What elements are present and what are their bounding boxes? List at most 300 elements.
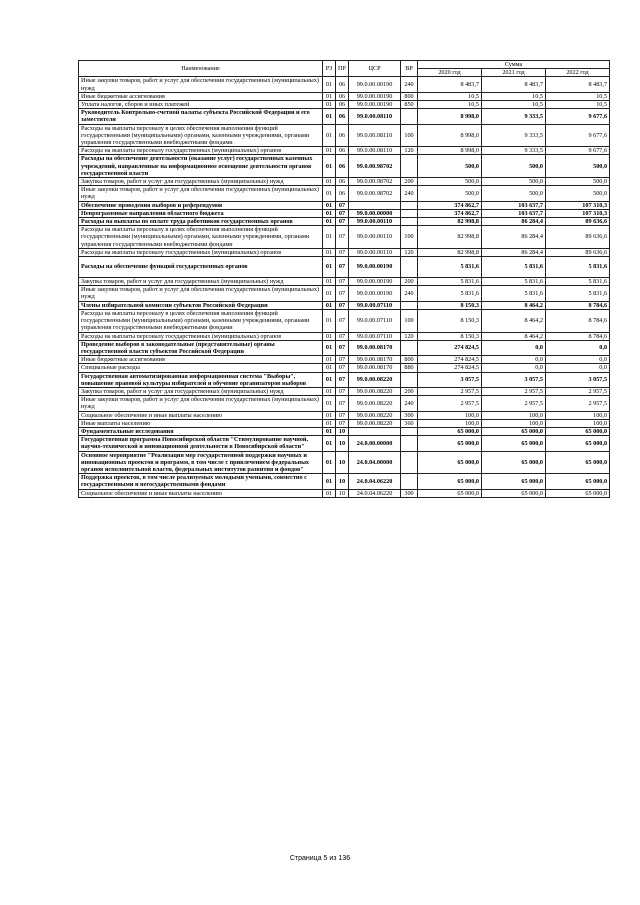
row-2021-value: 65 000,0 [482,427,546,435]
row-2020-value: 100,0 [418,419,482,427]
row-2021-value: 5 831,6 [482,257,546,278]
row-pr-cell: 06 [336,77,349,92]
row-name-cell: Руководитель Контрольно-счетной палаты субъекта Российской Федерации и его заместители [79,109,323,124]
row-2020-value: 374 862,7 [418,201,482,209]
row-2020-value: 8 483,7 [418,77,482,92]
row-csr-cell: 99.0.00.98702 [349,155,401,178]
row-name-cell: Расходы на выплаты персоналу государственных (муниципальных) органов [79,332,323,340]
row-rz-cell: 01 [323,109,336,124]
table-row [79,489,610,497]
row-rz-cell: 01 [323,77,336,92]
header-year-2020: 2020 год [418,69,482,77]
table-row [79,356,610,364]
table-header [79,61,610,77]
row-2020-value: 8 998,0 [418,109,482,124]
row-csr-cell: 99.0.00.08110 [349,147,401,155]
row-pr-cell: 07 [336,201,349,209]
row-pr-cell: 07 [336,340,349,355]
table-row [79,396,610,411]
row-2020-value: 2 957,5 [418,396,482,411]
row-vr-cell [401,209,418,217]
row-rz-cell: 01 [323,419,336,427]
row-pr-cell: 07 [336,411,349,419]
row-pr-cell: 06 [336,178,349,186]
table-row [79,109,610,124]
row-2022-value: 8 483,7 [546,77,610,92]
row-vr-cell [401,301,418,309]
row-name-cell: Иные закупки товаров, работ и услуг для обеспечения государственных (муниципальных) нужд [79,396,323,411]
row-2020-value: 10,5 [418,92,482,100]
row-vr-cell: 120 [401,248,418,256]
row-pr-cell: 07 [336,209,349,217]
row-vr-cell: 200 [401,387,418,395]
row-2022-value: 9 677,6 [546,109,610,124]
row-vr-cell: 240 [401,396,418,411]
row-vr-cell: 880 [401,364,418,372]
row-vr-cell [401,372,418,387]
header-sum: Сумма [418,61,610,69]
row-2021-value: 8 464,2 [482,309,546,332]
row-name-cell: Обеспечение проведения выборов и референдумов [79,201,323,209]
row-csr-cell: 99.0.00.00110 [349,248,401,256]
row-csr-cell: 99.0.00.07110 [349,332,401,340]
row-rz-cell: 01 [323,147,336,155]
row-csr-cell: 99.0.00.08110 [349,124,401,147]
row-2021-value: 65 000,0 [482,489,546,497]
row-csr-cell: 99.0.00.07110 [349,301,401,309]
table-row [79,309,610,332]
row-2022-value: 8 784,6 [546,309,610,332]
row-pr-cell: 07 [336,396,349,411]
row-csr-cell: 24.0.04.06220 [349,489,401,497]
row-csr-cell: 99.0.00.07110 [349,309,401,332]
row-name-cell: Закупка товаров, работ и услуг для государственных (муниципальных) нужд [79,387,323,395]
row-csr-cell: 99.0.00.08220 [349,372,401,387]
row-rz-cell: 01 [323,248,336,256]
row-name-cell: Непрограммные направления областного бюджета [79,209,323,217]
row-2020-value: 8 998,0 [418,124,482,147]
row-csr-cell: 99.0.00.00190 [349,101,401,109]
row-2021-value: 500,0 [482,155,546,178]
row-2020-value: 5 831,6 [418,257,482,278]
header-rz: РЗ [323,61,336,77]
table-row [79,427,610,435]
row-vr-cell [401,218,418,226]
row-pr-cell: 07 [336,257,349,278]
row-name-cell: Иные бюджетные ассигнования [79,356,323,364]
row-2021-value: 2 957,5 [482,387,546,395]
row-2020-value: 500,0 [418,186,482,201]
row-vr-cell: 100 [401,124,418,147]
row-2022-value: 5 831,6 [546,286,610,301]
table-row [79,186,610,201]
table-row [79,436,610,451]
row-2021-value: 9 333,5 [482,124,546,147]
row-pr-cell: 07 [336,364,349,372]
table-row [79,301,610,309]
row-pr-cell: 07 [336,301,349,309]
row-pr-cell: 07 [336,387,349,395]
row-2020-value: 65 000,0 [418,489,482,497]
table-row [79,451,610,474]
row-2021-value: 8 483,7 [482,77,546,92]
header-year-2021: 2021 год [482,69,546,77]
row-2020-value: 374 862,7 [418,209,482,217]
row-2020-value: 8 998,0 [418,147,482,155]
row-rz-cell: 01 [323,451,336,474]
row-rz-cell: 01 [323,92,336,100]
row-2020-value: 2 957,5 [418,387,482,395]
row-rz-cell: 01 [323,155,336,178]
row-name-cell: Расходы на выплаты персоналу в целях обеспечения выполнения функций государственными (муниципальными) органами, казенными учреждениями, органами управления государственными внебюджетными фондами [79,309,323,332]
row-vr-cell [401,451,418,474]
row-2020-value: 65 000,0 [418,427,482,435]
row-csr-cell: 99.0.00.08110 [349,109,401,124]
row-name-cell: Поддержка проектов, в том числе реализуемых молодыми учеными, совместно с государственными и негосударственными фондами [79,474,323,489]
row-pr-cell: 10 [336,474,349,489]
row-rz-cell: 01 [323,124,336,147]
row-2021-value: 86 284,4 [482,248,546,256]
row-name-cell: Расходы на выплаты персоналу в целях обеспечения выполнения функций государственными (муниципальными) органами, казенными учреждениями, органами управления государственными внебюджетными фондами [79,124,323,147]
row-pr-cell: 10 [336,489,349,497]
table-row [79,178,610,186]
header-vr: ВР [401,61,418,77]
row-2022-value: 500,0 [546,186,610,201]
row-csr-cell: 24.0.04.06220 [349,474,401,489]
row-rz-cell: 01 [323,489,336,497]
row-2020-value: 500,0 [418,178,482,186]
row-rz-cell: 01 [323,226,336,249]
row-pr-cell: 07 [336,356,349,364]
row-2020-value: 65 000,0 [418,436,482,451]
row-2021-value: 500,0 [482,186,546,201]
row-pr-cell: 06 [336,124,349,147]
row-rz-cell: 01 [323,278,336,286]
table-row [79,286,610,301]
row-2022-value: 100,0 [546,419,610,427]
row-2021-value: 3 057,5 [482,372,546,387]
row-rz-cell: 01 [323,209,336,217]
row-name-cell: Иные закупки товаров, работ и услуг для обеспечения государственных (муниципальных) нужд [79,186,323,201]
row-rz-cell: 01 [323,201,336,209]
row-2021-value: 65 000,0 [482,474,546,489]
row-2020-value: 274 824,5 [418,364,482,372]
table-row [79,332,610,340]
row-2021-value: 9 333,5 [482,147,546,155]
page-number: Страница 5 из 136 [289,855,351,862]
row-vr-cell [401,427,418,435]
row-2020-value: 100,0 [418,411,482,419]
row-vr-cell [401,340,418,355]
table-row [79,387,610,395]
row-2021-value: 86 284,4 [482,218,546,226]
budget-table [78,60,610,498]
row-2022-value: 89 636,6 [546,226,610,249]
row-2020-value: 274 824,5 [418,356,482,364]
row-pr-cell: 07 [336,332,349,340]
row-pr-cell: 07 [336,218,349,226]
row-2021-value: 5 831,6 [482,286,546,301]
row-rz-cell: 01 [323,411,336,419]
row-pr-cell: 06 [336,155,349,178]
row-2022-value: 65 000,0 [546,427,610,435]
row-csr-cell: 99.0.00.08220 [349,411,401,419]
row-name-cell: Расходы на выплаты по оплате труда работников государственных органов [79,218,323,226]
row-2022-value: 0,0 [546,356,610,364]
table-row [79,257,610,278]
row-2022-value: 65 000,0 [546,451,610,474]
row-pr-cell: 07 [336,372,349,387]
row-2021-value: 10,5 [482,92,546,100]
row-2022-value: 5 831,6 [546,257,610,278]
row-name-cell: Закупка товаров, работ и услуг для государственных (муниципальных) нужд [79,278,323,286]
row-2021-value: 0,0 [482,364,546,372]
row-csr-cell: 99.0.00.00190 [349,77,401,92]
table-row [79,209,610,217]
row-csr-cell: 99.0.00.00190 [349,92,401,100]
row-csr-cell: 99.0.00.08220 [349,419,401,427]
row-rz-cell: 01 [323,372,336,387]
row-csr-cell: 99.0.00.00110 [349,218,401,226]
row-name-cell: Государственная автоматизированная информационная система "Выборы", повышение правовой культуры избирателей и обучение организаторов выборов [79,372,323,387]
row-2020-value: 5 831,6 [418,286,482,301]
row-csr-cell: 99.0.00.98702 [349,186,401,201]
header-csr: ЦСР [349,61,401,77]
table-body [79,77,610,497]
row-vr-cell [401,201,418,209]
row-csr-cell: 24.0.04.00000 [349,451,401,474]
row-rz-cell: 01 [323,178,336,186]
row-2021-value: 100,0 [482,411,546,419]
row-pr-cell: 07 [336,278,349,286]
row-vr-cell: 360 [401,419,418,427]
row-csr-cell [349,201,401,209]
row-rz-cell: 01 [323,340,336,355]
row-2022-value: 9 677,6 [546,147,610,155]
row-name-cell: Специальные расходы [79,364,323,372]
row-pr-cell: 06 [336,101,349,109]
row-csr-cell: 99.0.00.08170 [349,340,401,355]
row-vr-cell: 240 [401,77,418,92]
row-2022-value: 100,0 [546,411,610,419]
header-year-2022: 2022 год [546,69,610,77]
row-rz-cell: 01 [323,436,336,451]
table-row [79,147,610,155]
row-pr-cell: 07 [336,286,349,301]
row-name-cell: Члены избирательной комиссии субъектов Российской Федерации [79,301,323,309]
row-name-cell: Иные закупки товаров, работ и услуг для обеспечения государственных (муниципальных) нужд [79,77,323,92]
row-2021-value: 0,0 [482,340,546,355]
row-vr-cell [401,155,418,178]
row-2022-value: 10,5 [546,92,610,100]
row-vr-cell: 300 [401,489,418,497]
row-vr-cell: 300 [401,411,418,419]
row-2022-value: 65 000,0 [546,474,610,489]
row-2021-value: 10,5 [482,101,546,109]
row-rz-cell: 01 [323,474,336,489]
table-row [79,372,610,387]
row-2022-value: 500,0 [546,178,610,186]
row-rz-cell: 01 [323,257,336,278]
row-name-cell: Расходы на выплаты персоналу государственных (муниципальных) органов [79,248,323,256]
row-2022-value: 10,5 [546,101,610,109]
table-row [79,218,610,226]
row-csr-cell: 99.0.00.00190 [349,286,401,301]
row-name-cell: Проведение выборов в законодательные (представительные) органы государственной власти субъектов Российской Федерации [79,340,323,355]
row-2020-value: 500,0 [418,155,482,178]
row-2021-value: 500,0 [482,178,546,186]
row-2020-value: 82 998,8 [418,248,482,256]
table-row [79,77,610,92]
row-2020-value: 8 150,3 [418,301,482,309]
row-name-cell: Иные выплаты населению [79,419,323,427]
table-row [79,201,610,209]
row-rz-cell: 01 [323,101,336,109]
row-2021-value: 65 000,0 [482,436,546,451]
row-pr-cell: 06 [336,186,349,201]
table-row [79,278,610,286]
row-2022-value: 3 057,5 [546,372,610,387]
row-vr-cell: 800 [401,356,418,364]
row-2020-value: 3 057,5 [418,372,482,387]
row-rz-cell: 01 [323,309,336,332]
row-2022-value: 8 784,6 [546,332,610,340]
row-2021-value: 0,0 [482,356,546,364]
header-pr: ПР [336,61,349,77]
row-2020-value: 274 824,5 [418,340,482,355]
row-2020-value: 5 831,6 [418,278,482,286]
row-csr-cell [349,427,401,435]
row-2020-value: 82 998,8 [418,226,482,249]
row-name-cell: Расходы на обеспечение деятельности (оказание услуг) государственных казенных учреждений, направленные на информационное освещение деятельности органов государственной власти [79,155,323,178]
table-row [79,340,610,355]
row-csr-cell: 99.0.00.08220 [349,387,401,395]
row-pr-cell: 10 [336,451,349,474]
row-2020-value: 8 150,3 [418,309,482,332]
row-pr-cell: 10 [336,436,349,451]
row-name-cell: Социальное обеспечение и иные выплаты населению [79,489,323,497]
row-vr-cell: 200 [401,278,418,286]
row-2020-value: 8 150,3 [418,332,482,340]
row-csr-cell: 99.0.00.98702 [349,178,401,186]
row-name-cell: Социальное обеспечение и иные выплаты населению [79,411,323,419]
row-pr-cell: 06 [336,109,349,124]
row-2021-value: 100,0 [482,419,546,427]
row-rz-cell: 01 [323,356,336,364]
row-2021-value: 65 000,0 [482,451,546,474]
row-2022-value: 5 831,6 [546,278,610,286]
row-name-cell: Уплата налогов, сборов и иных платежей [79,101,323,109]
row-2022-value: 500,0 [546,155,610,178]
row-csr-cell: 99.0.00.00190 [349,257,401,278]
row-name-cell: Фундаментальные исследования [79,427,323,435]
table-row [79,124,610,147]
row-rz-cell: 01 [323,286,336,301]
row-csr-cell: 99.0.00.08170 [349,356,401,364]
row-vr-cell: 100 [401,226,418,249]
row-pr-cell: 07 [336,309,349,332]
row-csr-cell: 99.0.00.00000 [349,209,401,217]
row-2022-value: 2 957,5 [546,396,610,411]
row-2021-value: 103 637,7 [482,209,546,217]
row-2021-value: 103 637,7 [482,201,546,209]
row-name-cell: Расходы на обеспечение функций государственных органов [79,257,323,278]
row-2020-value: 65 000,0 [418,451,482,474]
row-name-cell: Государственная программа Новосибирской области "Стимулирование научной, научно-технической и инновационной деятельности в Новосибирской области" [79,436,323,451]
row-rz-cell: 01 [323,427,336,435]
row-2021-value: 8 464,2 [482,301,546,309]
row-2022-value: 65 000,0 [546,436,610,451]
row-2022-value: 2 957,5 [546,387,610,395]
row-name-cell: Иные закупки товаров, работ и услуг для обеспечения государственных (муниципальных) нужд [79,286,323,301]
row-rz-cell: 01 [323,301,336,309]
row-rz-cell: 01 [323,364,336,372]
row-2022-value: 89 636,6 [546,218,610,226]
row-csr-cell: 99.0.00.08220 [349,396,401,411]
row-rz-cell: 01 [323,387,336,395]
row-pr-cell: 06 [336,92,349,100]
row-name-cell: Основное мероприятие "Реализация мер государственной поддержки научных и инновационных проектов и программ, в том числе с привлечением федеральных органов исполнительной власти, федеральных институтов развития и фондов" [79,451,323,474]
row-rz-cell: 01 [323,218,336,226]
row-vr-cell [401,109,418,124]
row-2021-value: 5 831,6 [482,278,546,286]
row-pr-cell: 07 [336,226,349,249]
row-csr-cell: 99.0.00.00110 [349,226,401,249]
row-2020-value: 82 998,8 [418,218,482,226]
table-row [79,248,610,256]
row-2022-value: 89 636,6 [546,248,610,256]
row-pr-cell: 10 [336,427,349,435]
row-2021-value: 86 284,4 [482,226,546,249]
row-rz-cell: 01 [323,332,336,340]
table-row [79,101,610,109]
row-vr-cell: 100 [401,309,418,332]
row-vr-cell: 120 [401,332,418,340]
table-row [79,155,610,178]
table-row [79,419,610,427]
row-vr-cell: 240 [401,286,418,301]
row-vr-cell: 200 [401,178,418,186]
row-name-cell: Закупка товаров, работ и услуг для государственных (муниципальных) нужд [79,178,323,186]
row-csr-cell: 99.0.00.00190 [349,278,401,286]
row-pr-cell: 06 [336,147,349,155]
table-row [79,411,610,419]
row-2022-value: 9 677,6 [546,124,610,147]
row-vr-cell: 240 [401,186,418,201]
row-csr-cell: 99.0.00.08170 [349,364,401,372]
row-vr-cell: 120 [401,147,418,155]
row-vr-cell [401,257,418,278]
row-rz-cell: 01 [323,396,336,411]
table-row [79,226,610,249]
row-pr-cell: 07 [336,248,349,256]
row-2021-value: 9 333,5 [482,109,546,124]
row-2022-value: 0,0 [546,340,610,355]
table-row [79,92,610,100]
row-2020-value: 65 000,0 [418,474,482,489]
row-vr-cell: 850 [401,101,418,109]
row-2020-value: 10,5 [418,101,482,109]
table-row [79,364,610,372]
row-2022-value: 8 784,6 [546,301,610,309]
row-name-cell: Расходы на выплаты персоналу в целях обеспечения выполнения функций государственными (муниципальными) органами, казенными учреждениями, органами управления государственными внебюджетными фондами [79,226,323,249]
row-2021-value: 8 464,2 [482,332,546,340]
row-2022-value: 65 000,0 [546,489,610,497]
row-name-cell: Иные бюджетные ассигнования [79,92,323,100]
row-rz-cell: 01 [323,186,336,201]
row-name-cell: Расходы на выплаты персоналу государственных (муниципальных) органов [79,147,323,155]
row-pr-cell: 07 [336,419,349,427]
